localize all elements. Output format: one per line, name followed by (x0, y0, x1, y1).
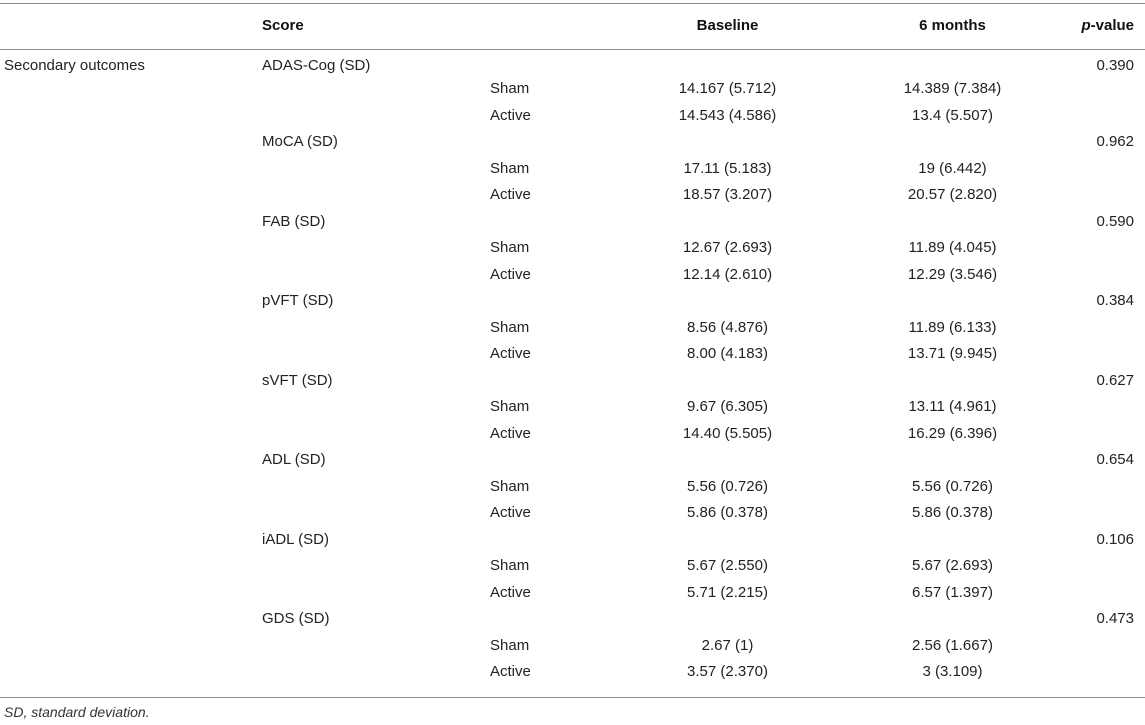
pvalue-empty-cell (1065, 420, 1145, 447)
baseline-value-cell: 5.71 (2.215) (687, 583, 768, 601)
group-empty-cell (490, 288, 615, 315)
score-row (0, 606, 1145, 633)
baseline-value-cell: 12.67 (2.693) (682, 239, 773, 257)
group-row (0, 314, 1145, 341)
group-empty-cell (490, 606, 615, 633)
six-months-value-cell: 11.89 (4.045) (908, 239, 997, 257)
baseline-empty-cell (615, 447, 840, 474)
outcomes-table (0, 2, 1145, 685)
score-empty-cell (262, 632, 490, 659)
score-empty-cell (262, 314, 490, 341)
group-name-cell: Active (490, 504, 531, 522)
group-row (0, 473, 1145, 500)
section-empty-cell (0, 632, 262, 659)
section-label-cell: Secondary outcomes (4, 56, 145, 74)
score-empty-cell (262, 420, 490, 447)
group-name-cell: Active (490, 106, 531, 124)
six-months-value-cell: 11.89 (6.133) (908, 318, 997, 336)
header-score: Score (262, 17, 304, 34)
score-name-cell: FAB (SD) (262, 212, 326, 230)
score-row (0, 49, 1145, 76)
baseline-empty-cell (615, 526, 840, 553)
section-label-cell (0, 129, 262, 156)
group-row (0, 500, 1145, 527)
group-empty-cell (490, 129, 615, 156)
section-empty-cell (0, 76, 262, 103)
score-empty-cell (262, 261, 490, 288)
pvalue-cell: 0.106 (1096, 530, 1134, 548)
group-row (0, 394, 1145, 421)
six-months-value-cell: 13.4 (5.507) (912, 106, 993, 124)
group-empty-cell (490, 526, 615, 553)
section-label-cell (0, 447, 262, 474)
baseline-value-cell: 14.40 (5.505) (682, 424, 773, 442)
section-label-cell (0, 288, 262, 315)
score-empty-cell (262, 473, 490, 500)
score-name-cell: MoCA (SD) (262, 133, 338, 151)
baseline-empty-cell (615, 606, 840, 633)
pvalue-cell: 0.627 (1096, 371, 1134, 389)
six-months-value-cell: 5.86 (0.378) (912, 504, 993, 522)
score-name-cell: ADL (SD) (262, 451, 326, 469)
baseline-value-cell: 8.00 (4.183) (687, 345, 768, 363)
pvalue-empty-cell (1065, 394, 1145, 421)
score-row (0, 208, 1145, 235)
pvalue-empty-cell (1065, 500, 1145, 527)
score-empty-cell (262, 341, 490, 368)
pvalue-empty-cell (1065, 261, 1145, 288)
group-name-cell: Sham (490, 80, 530, 98)
score-empty-cell (262, 76, 490, 103)
section-label-cell (0, 367, 262, 394)
group-name-cell: Sham (490, 636, 530, 654)
pvalue-empty-cell (1065, 182, 1145, 209)
group-empty-cell (490, 367, 615, 394)
score-name-cell: sVFT (SD) (262, 371, 333, 389)
group-name-cell: Active (490, 265, 531, 283)
pvalue-empty-cell (1065, 473, 1145, 500)
section-empty-cell (0, 102, 262, 129)
score-name-cell: ADAS-Cog (SD) (262, 56, 371, 74)
header-empty-group (490, 2, 615, 49)
section-empty-cell (0, 500, 262, 527)
group-name-cell: Active (490, 424, 531, 442)
baseline-empty-cell (615, 288, 840, 315)
pvalue-empty-cell (1065, 235, 1145, 262)
score-row (0, 288, 1145, 315)
baseline-value-cell: 5.67 (2.550) (687, 557, 768, 575)
table-footnote: SD, standard deviation. (4, 704, 150, 720)
baseline-empty-cell (615, 49, 840, 76)
section-empty-cell (0, 579, 262, 606)
six-months-empty-cell (840, 288, 1065, 315)
pvalue-empty-cell (1065, 553, 1145, 580)
six-months-value-cell: 5.56 (0.726) (912, 477, 993, 495)
group-row (0, 341, 1145, 368)
six-months-empty-cell (840, 129, 1065, 156)
pvalue-cell: 0.390 (1096, 56, 1134, 74)
score-empty-cell (262, 102, 490, 129)
group-name-cell: Sham (490, 557, 530, 575)
baseline-value-cell: 14.543 (4.586) (678, 106, 777, 124)
section-empty-cell (0, 473, 262, 500)
six-months-value-cell: 16.29 (6.396) (907, 424, 998, 442)
six-months-value-cell: 12.29 (3.546) (907, 265, 998, 283)
group-name-cell: Sham (490, 318, 530, 336)
score-empty-cell (262, 500, 490, 527)
score-empty-cell (262, 155, 490, 182)
group-row (0, 659, 1145, 686)
group-name-cell: Sham (490, 159, 530, 177)
baseline-value-cell: 18.57 (3.207) (682, 186, 773, 204)
header-six-months: 6 months (919, 17, 986, 34)
baseline-empty-cell (615, 367, 840, 394)
pvalue-empty-cell (1065, 314, 1145, 341)
score-empty-cell (262, 553, 490, 580)
baseline-value-cell: 2.67 (1) (701, 636, 754, 654)
pvalue-empty-cell (1065, 659, 1145, 686)
group-name-cell: Active (490, 583, 531, 601)
score-empty-cell (262, 182, 490, 209)
table-body (0, 49, 1145, 685)
six-months-value-cell: 2.56 (1.667) (912, 636, 993, 654)
pvalue-cell: 0.962 (1096, 133, 1134, 151)
section-empty-cell (0, 420, 262, 447)
section-empty-cell (0, 394, 262, 421)
pvalue-empty-cell (1065, 632, 1145, 659)
score-row (0, 367, 1145, 394)
score-empty-cell (262, 235, 490, 262)
section-empty-cell (0, 553, 262, 580)
six-months-empty-cell (840, 447, 1065, 474)
baseline-value-cell: 5.56 (0.726) (687, 477, 768, 495)
score-empty-cell (262, 394, 490, 421)
pvalue-empty-cell (1065, 102, 1145, 129)
score-empty-cell (262, 579, 490, 606)
score-empty-cell (262, 659, 490, 686)
group-row (0, 235, 1145, 262)
baseline-value-cell: 8.56 (4.876) (687, 318, 768, 336)
six-months-empty-cell (840, 49, 1065, 76)
score-row (0, 447, 1145, 474)
six-months-value-cell: 13.11 (4.961) (908, 398, 997, 416)
group-row (0, 579, 1145, 606)
baseline-empty-cell (615, 208, 840, 235)
pvalue-empty-cell (1065, 341, 1145, 368)
six-months-value-cell: 14.389 (7.384) (903, 80, 1002, 98)
pvalue-empty-cell (1065, 76, 1145, 103)
section-empty-cell (0, 341, 262, 368)
header-pvalue-rest: -value (1090, 17, 1134, 34)
group-row (0, 102, 1145, 129)
six-months-value-cell: 20.57 (2.820) (907, 186, 998, 204)
group-empty-cell (490, 447, 615, 474)
baseline-value-cell: 17.11 (5.183) (683, 159, 772, 177)
group-row (0, 632, 1145, 659)
section-label-cell (0, 606, 262, 633)
group-name-cell: Sham (490, 477, 530, 495)
baseline-value-cell: 12.14 (2.610) (682, 265, 773, 283)
score-name-cell: pVFT (SD) (262, 292, 334, 310)
group-row (0, 76, 1145, 103)
group-empty-cell (490, 49, 615, 76)
header-empty-section (0, 2, 262, 49)
six-months-value-cell: 13.71 (9.945) (907, 345, 998, 363)
pvalue-empty-cell (1065, 155, 1145, 182)
score-row (0, 129, 1145, 156)
pvalue-cell: 0.590 (1096, 212, 1134, 230)
header-pvalue-italic: p (1081, 17, 1091, 34)
score-row (0, 526, 1145, 553)
section-label-cell (0, 208, 262, 235)
six-months-value-cell: 3 (3.109) (922, 663, 983, 681)
pvalue-empty-cell (1065, 579, 1145, 606)
section-empty-cell (0, 155, 262, 182)
six-months-value-cell: 6.57 (1.397) (912, 583, 993, 601)
score-name-cell: iADL (SD) (262, 530, 329, 548)
section-empty-cell (0, 261, 262, 288)
group-row (0, 261, 1145, 288)
group-empty-cell (490, 208, 615, 235)
baseline-value-cell: 5.86 (0.378) (687, 504, 768, 522)
group-name-cell: Sham (490, 398, 530, 416)
baseline-empty-cell (615, 129, 840, 156)
pvalue-cell: 0.654 (1096, 451, 1134, 469)
six-months-empty-cell (840, 367, 1065, 394)
baseline-value-cell: 3.57 (2.370) (687, 663, 768, 681)
six-months-value-cell: 19 (6.442) (918, 159, 987, 177)
section-empty-cell (0, 314, 262, 341)
baseline-value-cell: 9.67 (6.305) (687, 398, 768, 416)
header-baseline: Baseline (696, 17, 759, 34)
baseline-value-cell: 14.167 (5.712) (678, 80, 777, 98)
table-header-row (0, 2, 1145, 49)
group-name-cell: Active (490, 663, 531, 681)
six-months-empty-cell (840, 208, 1065, 235)
group-row (0, 182, 1145, 209)
six-months-value-cell: 5.67 (2.693) (912, 557, 993, 575)
group-row (0, 155, 1145, 182)
group-row (0, 420, 1145, 447)
section-empty-cell (0, 659, 262, 686)
section-label-cell (0, 526, 262, 553)
group-row (0, 553, 1145, 580)
pvalue-cell: 0.384 (1096, 292, 1134, 310)
score-name-cell: GDS (SD) (262, 610, 330, 628)
section-empty-cell (0, 182, 262, 209)
group-name-cell: Active (490, 345, 531, 363)
group-name-cell: Active (490, 186, 531, 204)
section-empty-cell (0, 235, 262, 262)
group-name-cell: Sham (490, 239, 530, 257)
header-pvalue (1065, 2, 1145, 49)
table-bottom-rule (0, 697, 1145, 698)
pvalue-cell: 0.473 (1096, 610, 1134, 628)
six-months-empty-cell (840, 526, 1065, 553)
six-months-empty-cell (840, 606, 1065, 633)
